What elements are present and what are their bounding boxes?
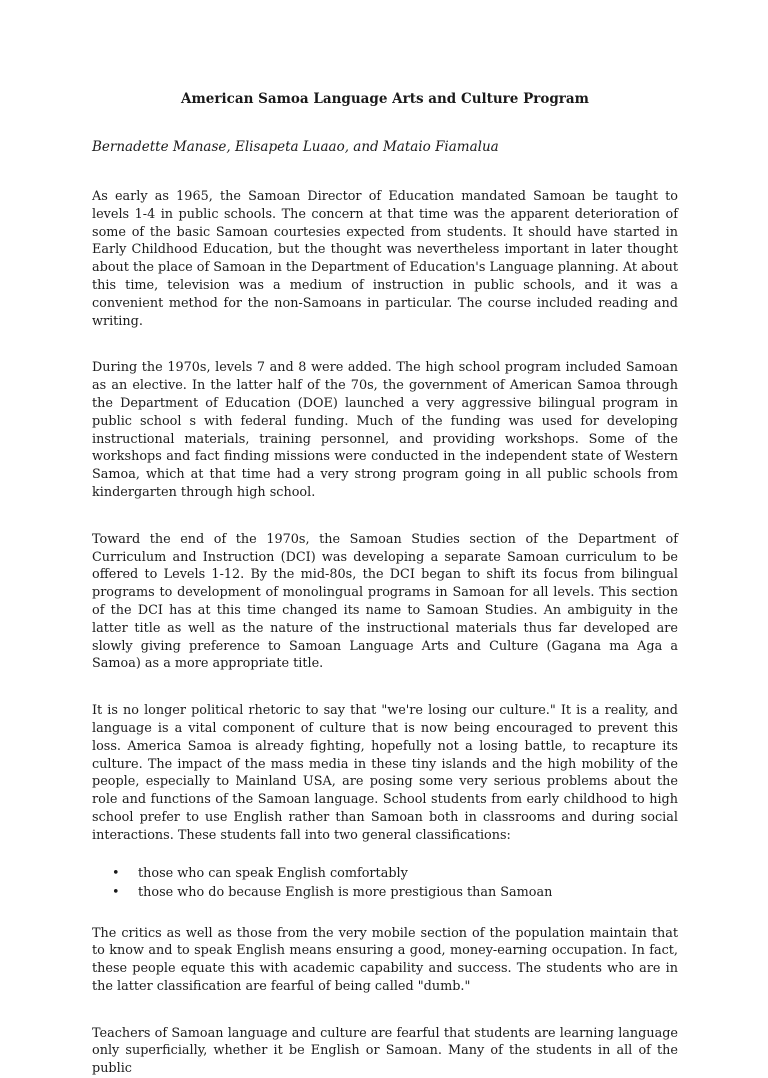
bullet-item [92, 864, 678, 883]
paragraph-6: Teachers of Samoan language and culture are fearful that students are learning language only superficially, whether it be English or Samoan. Many of the students in all of the public [92, 1025, 678, 1077]
bullet-icon: • [112, 865, 120, 881]
document-body [92, 88, 678, 1078]
paragraph-1: As early as 1965, the Samoan Director of Education mandated Samoan be taught to levels 1-4 in public schools. The concern at that time was the apparent deterioration of some of the basic Samoan courtesies expected from students. It should have started in Early Childhood Education, but the thought was nevertheless important in later thought about the place of Samoan in the Department of Education's Language planning. At about this time, television was a medium of instruction in public schools, and it was a convenient method for the non-Samoans in particular. The course included reading and writing. [92, 189, 678, 329]
paragraph-4: It is no longer political rhetoric to say that "we're losing our culture." It is a reality, and language is a vital component of culture that is now being encouraged to prevent this loss. America Samoa is already fighting, hopefully not a losing battle, to recapture its culture. The impact of the mass media in these tiny islands and the high mobility of the people, especially to Mainland USA, are posing some very serious problems about the role and functions of the Samoan language. School students from early childhood to high school prefer to use English rather than Samoan both in classrooms and during social interactions. These students fall into two general classifications: [92, 703, 678, 843]
bullet-item [92, 883, 678, 902]
paragraph-5: The critics as well as those from the very mobile section of the population maintain that to know and to speak English means ensuring a good, money-earning occupation. In fact, these people equate this with academic capability and success. The students who are in the latter classification are fearful of being called "dumb." [92, 925, 678, 994]
document-authors: Bernadette Manase, Elisapeta Luaao, and Mataio Fiamalua [92, 139, 499, 155]
paragraph-2: During the 1970s, levels 7 and 8 were added. The high school program included Samoan as an elective. In the latter half of the 70s, the government of American Samoa through the Department of Education (DOE) launched a very aggressive bilingual program in public school s with federal funding. Much of the funding was used for developing instructional materials, training personnel, and providing workshops. Some of the workshops and fact finding missions were conducted in the independent state of Western Samoa, which at that time had a very strong program going in all public schools from kindergarten through high school. [92, 360, 678, 500]
paragraph-3: Toward the end of the 1970s, the Samoan Studies section of the Department of Curriculum and Instruction (DCI) was developing a separate Samoan curriculum to be offered to Levels 1-12. By the mid-80s, the DCI began to shift its focus from bilingual programs to development of monolingual programs in Samoan for all levels. This section of the DCI has at this time changed its name to Samoan Studies. An ambiguity in the latter title as well as the nature of the instructional materials thus far developed are slowly giving preference to Samoan Language Arts and Culture (Gagana ma Aga a Samoa) as a more appropriate title. [92, 531, 678, 672]
bullet-icon: • [112, 884, 120, 900]
bullet-list [92, 864, 678, 902]
bullet-item-text: those who can speak English comfortably [138, 865, 408, 881]
bullet-item-text: those who do because English is more prestigious than Samoan [138, 884, 553, 900]
document-title: American Samoa Language Arts and Culture Program [181, 91, 589, 107]
